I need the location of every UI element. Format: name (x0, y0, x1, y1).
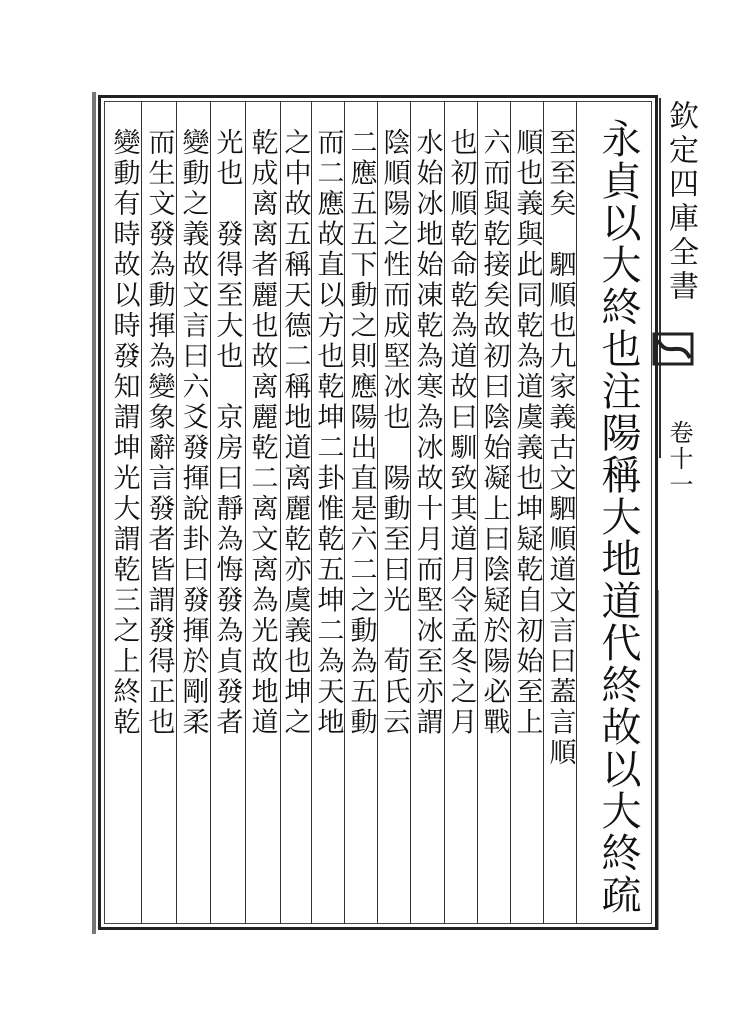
text-column-8 (310, 128, 346, 738)
column-text: 二應五五下動之則應陽出直是六二之動為五動 (345, 128, 377, 738)
text-column-1 (542, 128, 578, 769)
column-text: 變動有時故以時發知謂坤光大謂乾三之上終乾 (108, 128, 140, 738)
text-column-5 (409, 128, 445, 738)
text-column-12 (175, 128, 211, 738)
column-text: 而二應故直以方也乾坤二卦惟乾五坤二為天地 (312, 128, 344, 738)
text-column-6 (376, 128, 412, 738)
column-text: 乾成离离者麗也故离麗乾二离文离為光故地道 (246, 128, 278, 738)
column-text: 永貞以大終也注陽稱大地道代終故以大終疏 (595, 118, 641, 916)
page-edge-shadow (92, 92, 96, 934)
column-text: 六而與乾接矣故初曰陰始凝上曰陰疑於陽必戰 (478, 128, 510, 738)
column-text: 光也 發得至大也 京房曰靜為悔發為貞發者 (211, 128, 243, 738)
column-text: 變動之義故文言曰六爻發揮說卦曰發揮於剛柔 (177, 128, 209, 738)
text-column-10 (244, 128, 280, 738)
fish-tail-mark-icon (652, 330, 696, 368)
text-column-14 (106, 128, 142, 738)
margin-book-title: 欽定四庫全書 (663, 100, 698, 304)
text-column-2 (509, 128, 545, 738)
column-text: 陰順陽之性而成堅冰也 陽動至曰光 荀氏云 (378, 128, 410, 738)
column-text: 之中故五稱天德二稱地道离麗乾亦虞義也坤之 (279, 128, 311, 738)
column-text: 而生文發為動揮為變象辭言發者皆謂發得正也 (143, 128, 175, 738)
text-column-main (588, 118, 648, 916)
column-text: 水始冰地始凍乾為寒為冰故十月而堅冰至亦謂 (411, 128, 443, 738)
column-text: 順也義與此同乾為道虞義也坤疑乾自初始至上 (511, 128, 543, 738)
column-text: 至至矣 駟順也九家義古文駟順道文言曰蓋言順 (544, 128, 576, 769)
text-column-7 (343, 128, 379, 738)
margin-juan-number: 卷十一 (665, 420, 693, 498)
text-column-3 (476, 128, 512, 738)
column-text: 也初順乾命乾為道故曰馴致其道月令孟冬之月 (445, 128, 477, 738)
text-column-13 (141, 128, 177, 738)
text-column-9 (277, 128, 313, 738)
text-column-11 (209, 128, 245, 738)
margin-line (658, 590, 659, 930)
text-column-4 (443, 128, 479, 738)
